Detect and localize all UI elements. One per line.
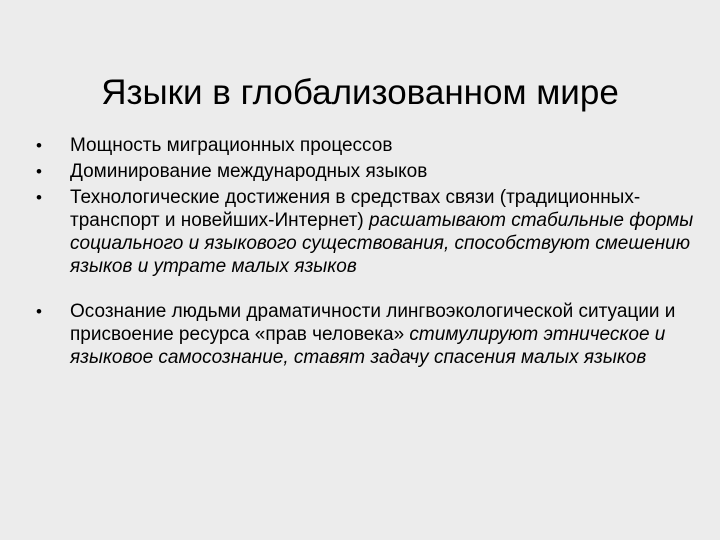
bullet-text: Технологические достижения в средствах связи (традиционных-транспорт и новейших-Интернет) bbox=[70, 187, 641, 231]
bullet-dot-icon: • bbox=[36, 302, 42, 321]
slide-title: Языки в глобализованном мире bbox=[101, 73, 619, 113]
bullet-dot-icon: • bbox=[36, 188, 42, 207]
bullet-emphasis: стимулируют этническое и языковое самосознание, ставят задачу спасения малых языков bbox=[70, 324, 666, 368]
bullet-dot-icon: • bbox=[36, 136, 42, 155]
bullet-item bbox=[36, 300, 696, 369]
bullet-text: Доминирование международных языков bbox=[70, 161, 428, 182]
bullet-item bbox=[36, 160, 696, 183]
bullet-item bbox=[36, 134, 696, 157]
bullet-dot-icon: • bbox=[36, 162, 42, 181]
bullet-emphasis: расшатывают стабильные формы социального и языкового существования, способствуют смешению языков и утрате малых языков bbox=[70, 210, 694, 277]
bullet-list bbox=[36, 134, 696, 369]
bullet-text: Осознание людьми драматичности лингвоэкологической ситуации и присвоение ресурса «прав человека» bbox=[70, 301, 676, 345]
bullet-item bbox=[36, 186, 696, 278]
bullet-text: Мощность миграционных процессов bbox=[70, 135, 393, 156]
